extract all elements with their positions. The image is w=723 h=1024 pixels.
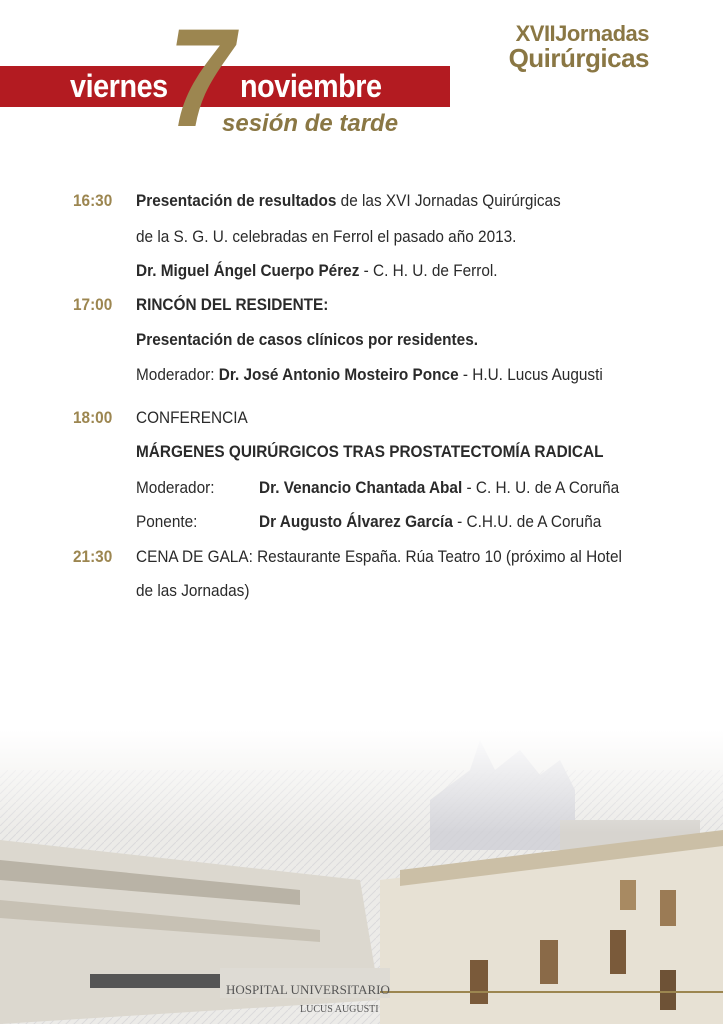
speaker-affiliation: - C.H.U. de A Coruña: [452, 513, 602, 531]
day-number: 7: [168, 0, 235, 156]
time-2130: 21:30: [73, 548, 113, 566]
resident-corner-title: RINCÓN DEL RESIDENTE:: [136, 296, 329, 314]
conference-title: MÁRGENES QUIRÚRGICOS TRAS PROSTATECTOMÍA RADICAL: [136, 443, 604, 461]
moderator-line: [136, 366, 603, 385]
speaker-label: Ponente:: [136, 513, 198, 531]
speaker-affiliation: - C. H. U. de Ferrol.: [359, 262, 498, 280]
gala-dinner-line: CENA DE GALA: Restaurante España. Rúa Teatro 10 (próximo al Hotel: [136, 548, 622, 566]
brand-word-quirurgicas: Quirúrgicas: [508, 43, 649, 73]
speaker-line: [259, 513, 601, 532]
speaker-name: Dr Augusto Álvarez García: [259, 513, 453, 531]
moderator-name: Dr. Venancio Chantada Abal: [259, 479, 463, 497]
presentation-detail: de las XVI Jornadas Quirúrgicas: [336, 192, 561, 210]
moderator-affiliation: - C. H. U. de A Coruña: [462, 479, 620, 497]
speaker-line: [136, 262, 498, 281]
agenda-item-line: [136, 192, 561, 211]
presentation-detail-2: de la S. G. U. celebradas en Ferrol el pasado año 2013.: [136, 228, 517, 246]
clinical-cases-title: Presentación de casos clínicos por residentes.: [136, 331, 478, 349]
time-1630: 16:30: [73, 192, 113, 210]
hospital-illustration: [0, 730, 723, 1024]
presentation-title: Presentación de resultados: [136, 192, 337, 210]
moderator-label: Moderador:: [136, 479, 215, 497]
time-1700: 17:00: [73, 296, 113, 314]
brand-edition: XVII: [515, 21, 556, 46]
weekday-label: viernes: [70, 68, 168, 104]
event-brand: [508, 21, 649, 73]
speaker-name: Dr. Miguel Ángel Cuerpo Pérez: [136, 262, 360, 280]
session-title: sesión de tarde: [222, 110, 399, 137]
brand-word-jornadas: Jornadas: [555, 21, 649, 46]
conference-label: CONFERENCIA: [136, 409, 248, 427]
moderator-label: Moderador:: [136, 366, 219, 384]
moderator-name: Dr. José Antonio Mosteiro Ponce: [218, 366, 459, 384]
time-1800: 18:00: [73, 409, 113, 427]
month-label: noviembre: [240, 68, 382, 104]
moderator-affiliation: - H.U. Lucus Augusti: [458, 366, 603, 384]
gala-dinner-line-2: de las Jornadas): [136, 582, 250, 600]
moderator-line: [259, 479, 619, 498]
